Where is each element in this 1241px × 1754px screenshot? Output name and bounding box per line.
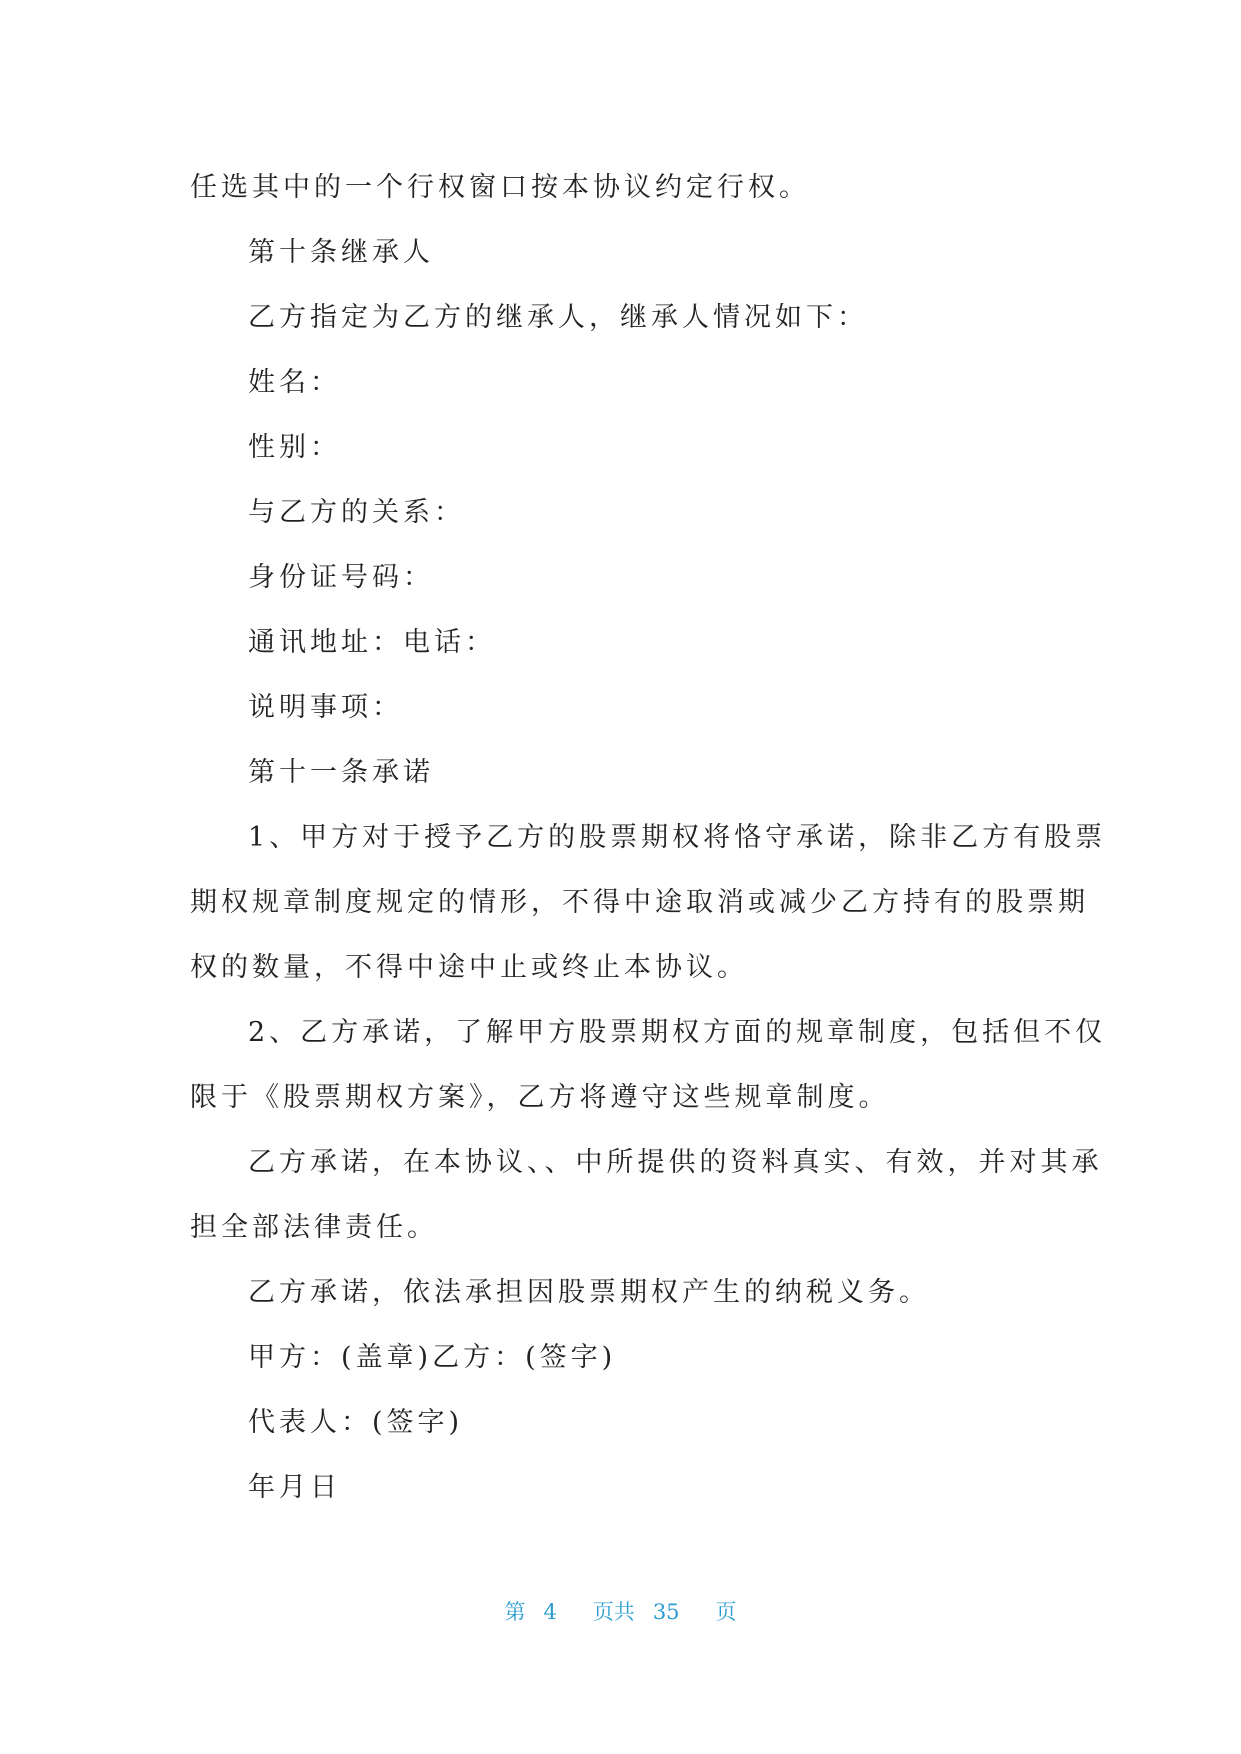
footer-page-number: 4 <box>543 1600 557 1624</box>
footer-page-total: 35 <box>652 1600 680 1624</box>
paragraph-line: 1、甲方对于授予乙方的股票期权将恪守承诺，除非乙方有股票 <box>248 822 1107 853</box>
field-label-gender: 性别： <box>248 432 341 463</box>
signature-line-parties: 甲方：(盖章)乙方：(签字) <box>248 1342 617 1373</box>
footer-page-prefix: 第 <box>504 1600 526 1624</box>
paragraph-line: 乙方指定为乙方的继承人，继承人情况如下： <box>248 302 868 333</box>
signature-line-representative: 代表人：(签字) <box>248 1407 464 1438</box>
paragraph-line: 期权规章制度规定的情形，不得中途取消或减少乙方持有的股票期 <box>190 887 1089 918</box>
section-heading-heir: 第十条继承人 <box>248 237 434 268</box>
field-label-notes: 说明事项： <box>248 692 403 723</box>
paragraph-line: 乙方承诺，在本协议、、中所提供的资料真实、有效，并对其承 <box>248 1147 1103 1178</box>
paragraph-line: 任选其中的一个行权窗口按本协议约定行权。 <box>190 172 810 203</box>
paragraph-line: 2、乙方承诺，了解甲方股票期权方面的规章制度，包括但不仅 <box>248 1017 1107 1048</box>
field-label-id-number: 身份证号码： <box>248 562 434 593</box>
field-label-address-phone: 通讯地址：电话： <box>248 627 496 658</box>
paragraph-line: 限于《股票期权方案》，乙方将遵守这些规章制度。 <box>190 1082 890 1113</box>
field-label-name: 姓名： <box>248 367 341 398</box>
paragraph-line: 担全部法律责任。 <box>190 1212 438 1243</box>
section-heading-commitment: 第十一条承诺 <box>248 757 434 788</box>
paragraph-line: 乙方承诺，依法承担因股票期权产生的纳税义务。 <box>248 1277 930 1308</box>
field-label-relationship: 与乙方的关系： <box>248 497 465 528</box>
paragraph-line: 权的数量，不得中途中止或终止本协议。 <box>190 952 748 983</box>
document-body <box>190 155 1107 1520</box>
date-line: 年月日 <box>248 1472 341 1503</box>
page-footer <box>0 1596 1241 1626</box>
footer-page-mid: 页共 <box>592 1600 635 1624</box>
footer-page-suffix: 页 <box>715 1600 737 1624</box>
